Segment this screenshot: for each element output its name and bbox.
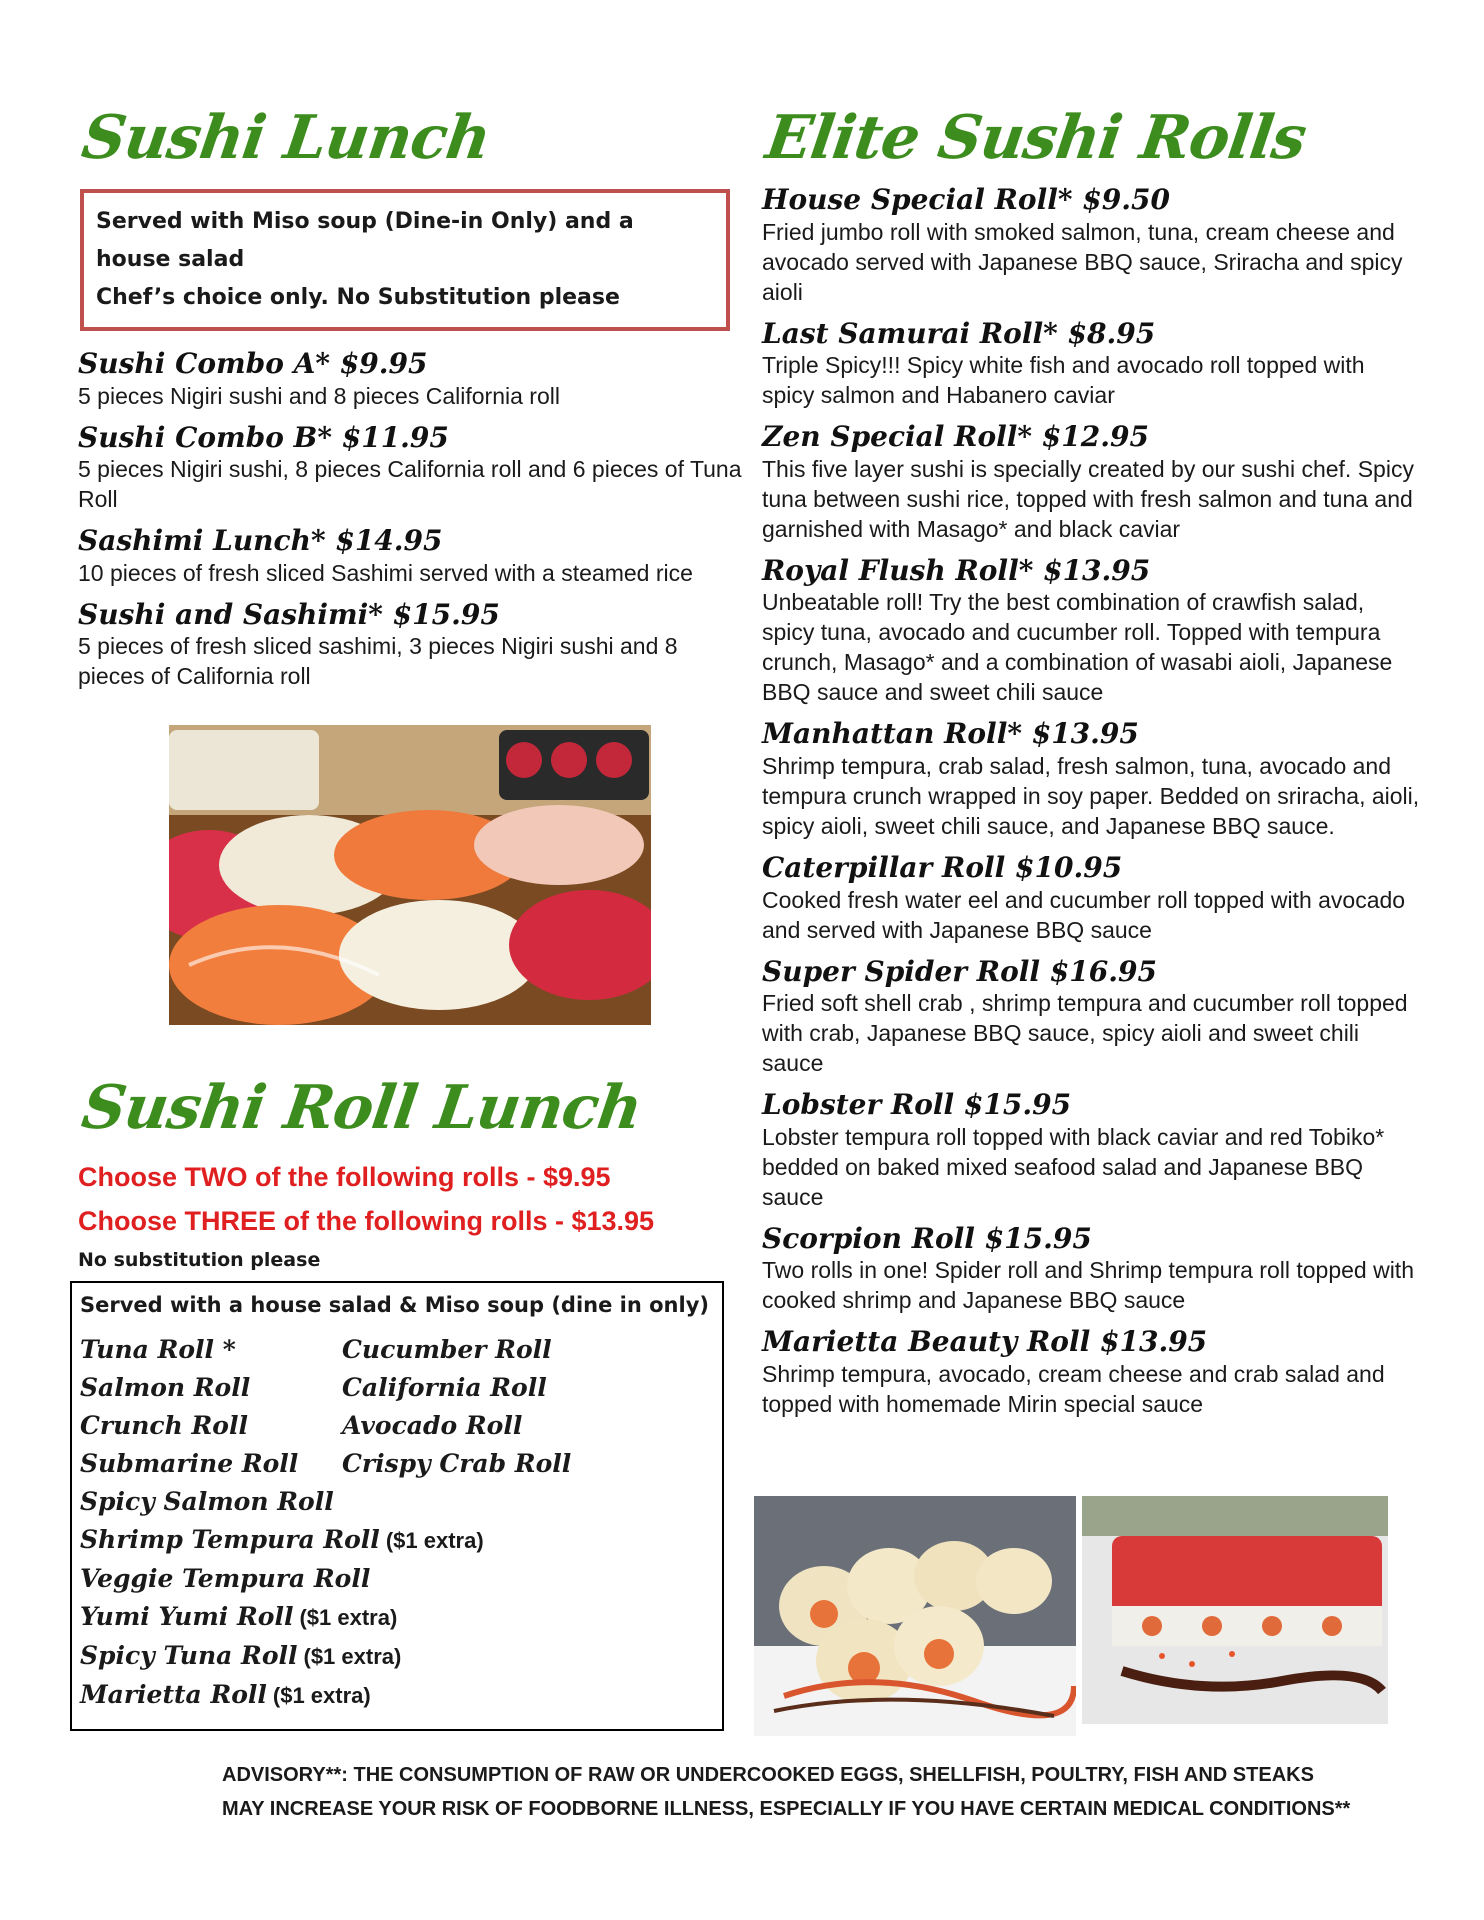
red-sushi-roll-photo	[1082, 1496, 1388, 1724]
item-name: Royal Flush Roll* $13.95	[762, 553, 1151, 587]
menu-item	[762, 317, 1422, 411]
item-description: 10 pieces of fresh sliced Sashimi served with a steamed rice	[78, 559, 693, 586]
roll-item: Crispy Crab Roll	[342, 1449, 572, 1478]
served-line-2: Chef’s choice only. No Substitution please	[96, 285, 620, 310]
menu-item	[762, 1088, 1422, 1212]
item-name: Last Samurai Roll* $8.95	[762, 316, 1156, 350]
item-name: Sashimi Lunch* $14.95	[78, 524, 443, 558]
menu-item	[78, 421, 750, 515]
roll-item	[80, 1598, 702, 1637]
item-name: Zen Special Roll* $12.95	[762, 420, 1149, 454]
menu-item	[762, 554, 1422, 708]
roll-item	[80, 1521, 702, 1560]
roll-item: Tuna Roll *	[80, 1335, 236, 1364]
menu-item	[78, 347, 750, 411]
served-line-1: Served with Miso soup (Dine-in Only) and a house salad	[96, 209, 634, 272]
item-name: House Special Roll* $9.50	[762, 183, 1170, 216]
roll-name: Marietta Roll	[80, 1680, 267, 1709]
item-description: This five layer sushi is specially created by our sushi chef. Spicy tuna between sushi rice, topped with fresh salmon and tuna and garnished with Masago* and black caviar	[762, 455, 1414, 542]
roll-item	[80, 1637, 702, 1676]
roll-item: Salmon Roll	[80, 1373, 251, 1402]
item-name: Caterpillar Roll $10.95	[762, 850, 1123, 884]
roll-name: Yumi Yumi Roll	[80, 1602, 294, 1631]
menu-item	[78, 598, 750, 692]
sushi-lunch-served-box	[80, 189, 730, 331]
extra-charge: ($1 extra)	[272, 1683, 371, 1708]
roll-name: Shrimp Tempura Roll	[80, 1525, 380, 1554]
menu-item	[762, 955, 1422, 1079]
item-name: Marietta Beauty Roll $13.95	[762, 1325, 1208, 1359]
roll-item: Cucumber Roll	[342, 1335, 552, 1364]
sushi-roll-photo	[754, 1496, 1076, 1736]
elite-sushi-rolls-title: Elite Sushi Rolls	[761, 103, 1310, 173]
menu-item	[762, 1222, 1422, 1316]
menu-item	[762, 717, 1422, 841]
item-description: Lobster tempura roll topped with black caviar and red Tobiko* bedded on baked mixed seafood salad and Japanese BBQ sauce	[762, 1123, 1385, 1210]
advisory-line-1: ADVISORY**: THE CONSUMPTION OF RAW OR UNDERCOOKED EGGS, SHELLFISH, POULTRY, FISH AND STEAKS	[222, 1764, 1314, 1786]
item-name: Super Spider Roll $16.95	[762, 954, 1157, 988]
roll-list-box	[70, 1281, 724, 1731]
roll-item: Crunch Roll	[80, 1411, 248, 1440]
item-name: Sushi and Sashimi* $15.95	[78, 597, 500, 631]
sushi-lunch-title: Sushi Lunch	[77, 103, 495, 173]
roll-list	[80, 1331, 714, 1715]
roll-item: Spicy Salmon Roll	[80, 1487, 334, 1516]
item-description: Shrimp tempura, crab salad, fresh salmon, tuna, avocado and tempura crunch wrapped in soy paper. Bedded on sriracha, aioli, spicy aioli, sweet chili sauce, and Japanese BBQ sauce.	[762, 752, 1420, 839]
item-description: Two rolls in one! Spider roll and Shrimp tempura roll topped with cooked shrimp and Japanese BBQ sauce	[762, 1257, 1414, 1314]
no-substitution-text: No substitution please	[78, 1249, 321, 1271]
roll-item	[80, 1676, 702, 1715]
item-description: Triple Spicy!!! Spicy white fish and avocado roll topped with spicy salmon and Habanero caviar	[762, 352, 1365, 409]
roll-item: Avocado Roll	[342, 1411, 523, 1440]
item-description: Cooked fresh water eel and cucumber roll topped with avocado and served with Japanese BBQ sauce	[762, 886, 1406, 943]
item-name: Lobster Roll $15.95	[762, 1088, 1072, 1122]
item-name: Sushi Combo B* $11.95	[78, 420, 449, 454]
item-name: Manhattan Roll* $13.95	[762, 717, 1139, 751]
item-name: Sushi Combo A* $9.95	[78, 347, 428, 380]
item-description: 5 pieces of fresh sliced sashimi, 3 pieces Nigiri sushi and 8 pieces of California roll	[78, 633, 678, 690]
menu-item	[762, 851, 1422, 945]
menu-item	[78, 524, 750, 588]
choose-three-text: Choose THREE of the following rolls - $13.95	[78, 1206, 655, 1236]
sushi-roll-lunch-section	[78, 1075, 750, 1731]
extra-charge: ($1 extra)	[299, 1605, 398, 1630]
item-description: Unbeatable roll! Try the best combination of crawfish salad, spicy tuna, avocado and cucumber roll. Topped with tempura crunch, Masago* and a combination of wasabi aioli, Japanese BBQ sauce and sweet chili sauce	[762, 589, 1393, 706]
item-name: Scorpion Roll $15.95	[762, 1221, 1092, 1255]
choose-two-text: Choose TWO of the following rolls - $9.95	[78, 1162, 611, 1192]
roll-item: Submarine Roll	[80, 1449, 299, 1478]
item-description: 5 pieces Nigiri sushi and 8 pieces California roll	[78, 382, 560, 409]
roll-item: Veggie Tempura Roll	[80, 1564, 371, 1593]
roll-box-heading: Served with a house salad & Miso soup (dine in only)	[80, 1293, 709, 1317]
item-description: 5 pieces Nigiri sushi, 8 pieces California roll and 6 pieces of Tuna Roll	[78, 456, 742, 513]
item-description: Shrimp tempura, avocado, cream cheese and crab salad and topped with homemade Mirin special sauce	[762, 1360, 1385, 1417]
extra-charge: ($1 extra)	[303, 1644, 402, 1669]
item-description: Fried jumbo roll with smoked salmon, tuna, cream cheese and avocado served with Japanese BBQ sauce, Sriracha and spicy aioli	[762, 218, 1403, 305]
item-description: Fried soft shell crab , shrimp tempura and cucumber roll topped with crab, Japanese BBQ sauce, spicy aioli and sweet chili sauce	[762, 990, 1408, 1077]
elite-sushi-rolls-section	[762, 105, 1422, 1429]
sushi-lunch-section	[78, 105, 750, 701]
menu-item	[762, 183, 1422, 307]
roll-name: Spicy Tuna Roll	[80, 1641, 298, 1670]
menu-item	[762, 420, 1422, 544]
advisory-line-2: MAY INCREASE YOUR RISK OF FOODBORNE ILLNESS, ESPECIALLY IF YOU HAVE CERTAIN MEDICAL CONDITIONS**	[222, 1798, 1351, 1820]
menu-item	[762, 1325, 1422, 1419]
roll-item: California Roll	[342, 1373, 547, 1402]
advisory-notice	[222, 1758, 1382, 1826]
extra-charge: ($1 extra)	[385, 1528, 484, 1553]
sushi-roll-lunch-title: Sushi Roll Lunch	[77, 1073, 646, 1143]
nigiri-sushi-photo	[169, 725, 651, 1025]
